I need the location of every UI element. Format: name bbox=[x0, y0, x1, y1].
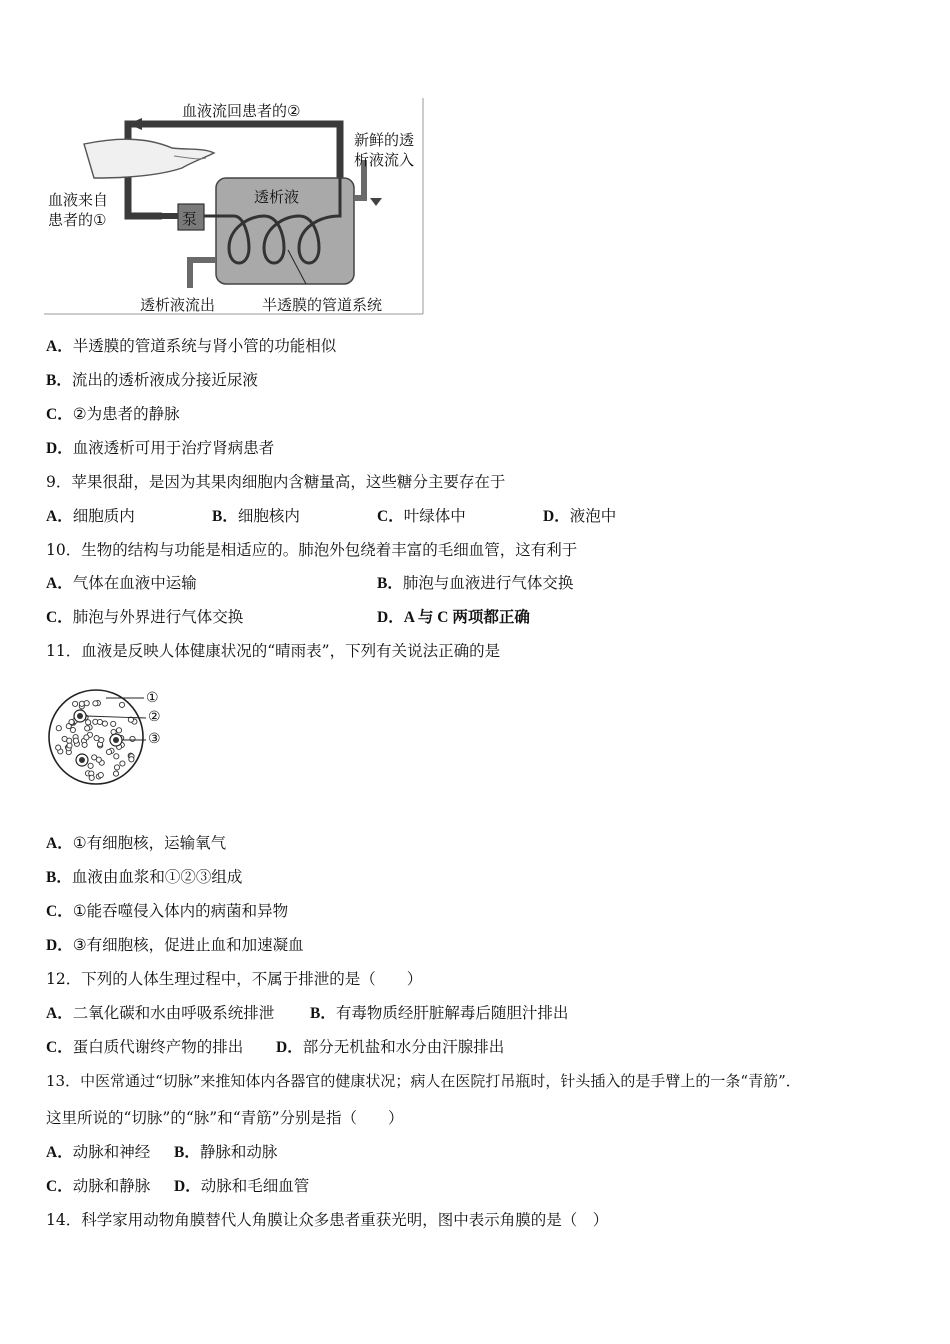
q11-stem: 11．血液是反映人体健康状况的“晴雨表”，下列有关说法正确的是 bbox=[46, 642, 501, 660]
red-blood-cell bbox=[70, 727, 75, 732]
option-letter: B． bbox=[377, 575, 403, 592]
option-letter: C． bbox=[46, 1039, 73, 1056]
q12-option-b bbox=[310, 1003, 568, 1024]
option-letter: D． bbox=[276, 1039, 303, 1056]
option-text: 动脉和静脉 bbox=[72, 1177, 151, 1195]
red-blood-cell bbox=[129, 757, 134, 762]
option-letter: B． bbox=[174, 1144, 200, 1161]
option-text: 流出的透析液成分接近尿液 bbox=[71, 371, 258, 389]
red-blood-cell bbox=[88, 763, 93, 768]
option-letter: A． bbox=[46, 1005, 73, 1022]
red-blood-cell bbox=[116, 728, 121, 733]
smear-label-3: ③ bbox=[148, 731, 161, 747]
q14-stem: 14．科学家用动物角膜替代人角膜让众多患者重获光明，图中表示角膜的是（ ） bbox=[46, 1211, 609, 1229]
option-text: 有毒物质经肝脏解毒后随胆汁排出 bbox=[335, 1004, 569, 1022]
option-text: ①有细胞核，运输氧气 bbox=[72, 834, 227, 852]
option-text: 血液由血浆和①②③组成 bbox=[71, 868, 243, 886]
q10-option-a bbox=[46, 573, 197, 594]
option-text: 肺泡与外界进行气体交换 bbox=[72, 608, 244, 626]
red-blood-cell bbox=[84, 701, 89, 706]
from-patient-line1: 血液来自 bbox=[48, 191, 109, 209]
option-letter: A． bbox=[46, 338, 73, 355]
q13-stem-line1: 13．中医常通过“切脉”来推知体内各器官的健康状况；病人在医院打吊瓶时，针头插入的是手臂上的一条“青筋”． bbox=[46, 1072, 801, 1090]
red-blood-cell bbox=[96, 757, 101, 762]
option-text: 叶绿体中 bbox=[403, 507, 466, 525]
option-letter: D． bbox=[46, 937, 73, 954]
dialysate-label: 透析液 bbox=[254, 188, 300, 206]
option-text: 部分无机盐和水分由汗腺排出 bbox=[302, 1038, 505, 1056]
fresh-inflow-line2: 析液流入 bbox=[354, 151, 415, 169]
option-letter: B． bbox=[46, 372, 72, 389]
q13-option-b bbox=[174, 1142, 277, 1163]
option-letter: C． bbox=[46, 903, 73, 920]
q8-option-b bbox=[46, 370, 258, 391]
q11-option-a bbox=[46, 833, 226, 854]
q13-option-a bbox=[46, 1142, 150, 1163]
q8-option-a bbox=[46, 336, 336, 357]
option-text: 半透膜的管道系统与肾小管的功能相似 bbox=[72, 337, 337, 355]
option-text: 血液透析可用于治疗肾病患者 bbox=[72, 439, 275, 457]
red-blood-cell bbox=[89, 775, 94, 780]
q10-option-c bbox=[46, 607, 243, 628]
option-text: 气体在血液中运输 bbox=[72, 574, 197, 592]
fresh-inflow-label bbox=[354, 130, 414, 170]
membrane-label: 半透膜的管道系统 bbox=[262, 296, 383, 314]
option-text: 细胞质内 bbox=[72, 507, 135, 525]
smear-label-1: ① bbox=[146, 690, 159, 706]
q10-option-b bbox=[377, 573, 573, 594]
red-blood-cell bbox=[85, 726, 90, 731]
pump-label: 泵 bbox=[182, 210, 198, 228]
option-text: 液泡中 bbox=[569, 507, 617, 525]
red-blood-cell bbox=[130, 736, 135, 741]
option-text: A 与 C 两项都正确 bbox=[403, 609, 530, 626]
from-patient-line2: 患者的① bbox=[48, 211, 107, 229]
red-blood-cell bbox=[113, 771, 118, 776]
option-text: 静脉和动脉 bbox=[199, 1143, 278, 1161]
option-text: ①能吞噬侵入体内的病菌和异物 bbox=[72, 902, 289, 920]
red-blood-cell bbox=[73, 738, 78, 743]
q13-option-c bbox=[46, 1176, 150, 1197]
q11-option-c bbox=[46, 901, 288, 922]
option-letter: C． bbox=[46, 1178, 73, 1195]
red-blood-cell bbox=[94, 736, 99, 741]
red-blood-cell bbox=[86, 720, 91, 725]
q9-option-b bbox=[212, 506, 300, 527]
blood-smear-figure bbox=[44, 684, 174, 794]
option-letter: D． bbox=[543, 508, 570, 525]
smear-label-2: ② bbox=[148, 709, 161, 725]
red-blood-cell bbox=[69, 719, 74, 724]
red-blood-cell bbox=[56, 726, 61, 731]
return-label: 血液流回患者的② bbox=[182, 102, 301, 120]
q11-option-b bbox=[46, 867, 242, 888]
option-letter: D． bbox=[377, 609, 404, 626]
q12-option-a bbox=[46, 1003, 274, 1024]
q10-option-d bbox=[377, 607, 530, 628]
option-text: 二氧化碳和水由呼吸系统排泄 bbox=[72, 1004, 275, 1022]
option-letter: D． bbox=[46, 440, 73, 457]
q9-option-d bbox=[543, 506, 616, 527]
red-blood-cell bbox=[56, 745, 61, 750]
option-letter: C． bbox=[377, 508, 404, 525]
dialysis-figure bbox=[44, 98, 426, 316]
option-text: 肺泡与血液进行气体交换 bbox=[402, 574, 574, 592]
q13-stem-line2: 这里所说的“切脉”的“脉”和“青筋”分别是指（ ） bbox=[46, 1109, 404, 1127]
red-blood-cell bbox=[84, 735, 89, 740]
red-blood-cell bbox=[93, 701, 98, 706]
option-text: ③有细胞核，促进止血和加速凝血 bbox=[72, 936, 304, 954]
red-blood-cell bbox=[73, 701, 78, 706]
q9-stem: 9．苹果很甜，是因为其果肉细胞内含糖量高，这些糖分主要存在于 bbox=[46, 473, 506, 491]
option-letter: B． bbox=[212, 508, 238, 525]
outflow-label: 透析液流出 bbox=[140, 296, 216, 314]
option-text: 动脉和神经 bbox=[72, 1143, 151, 1161]
q10-stem: 10．生物的结构与功能是相适应的。肺泡外包绕着丰富的毛细血管，这有利于 bbox=[46, 541, 578, 559]
option-text: 蛋白质代谢终产物的排出 bbox=[72, 1038, 244, 1056]
red-blood-cell bbox=[106, 749, 111, 754]
q13-option-d bbox=[174, 1176, 309, 1197]
option-letter: B． bbox=[310, 1005, 336, 1022]
option-letter: A． bbox=[46, 575, 73, 592]
q9-option-a bbox=[46, 506, 135, 527]
q11-option-d bbox=[46, 935, 304, 956]
red-blood-cell bbox=[114, 765, 119, 770]
red-blood-cell bbox=[97, 719, 102, 724]
option-letter: B． bbox=[46, 869, 72, 886]
red-blood-cell bbox=[67, 738, 72, 743]
red-blood-cell bbox=[119, 702, 124, 707]
red-blood-cell bbox=[114, 754, 119, 759]
red-blood-cell bbox=[111, 721, 116, 726]
option-text: 动脉和毛细血管 bbox=[200, 1177, 310, 1195]
red-blood-cell bbox=[82, 742, 87, 747]
red-blood-cell bbox=[102, 721, 107, 726]
q12-option-d bbox=[276, 1037, 504, 1058]
option-letter: D． bbox=[174, 1178, 201, 1195]
red-blood-cell bbox=[98, 772, 103, 777]
option-letter: A． bbox=[46, 508, 73, 525]
q8-option-c bbox=[46, 404, 180, 425]
option-letter: C． bbox=[46, 406, 73, 423]
q12-stem: 12．下列的人体生理过程中，不属于排泄的是（ ） bbox=[46, 970, 423, 988]
from-patient-label bbox=[48, 190, 108, 230]
option-text: ②为患者的静脉 bbox=[72, 405, 180, 423]
red-blood-cell bbox=[120, 761, 125, 766]
q9-option-c bbox=[377, 506, 466, 527]
option-text: 细胞核内 bbox=[237, 507, 300, 525]
option-letter: A． bbox=[46, 1144, 73, 1161]
option-letter: A． bbox=[46, 835, 73, 852]
q12-option-c bbox=[46, 1037, 243, 1058]
q8-option-d bbox=[46, 438, 274, 459]
option-letter: C． bbox=[46, 609, 73, 626]
fresh-inflow-line1: 新鲜的透 bbox=[354, 131, 415, 149]
